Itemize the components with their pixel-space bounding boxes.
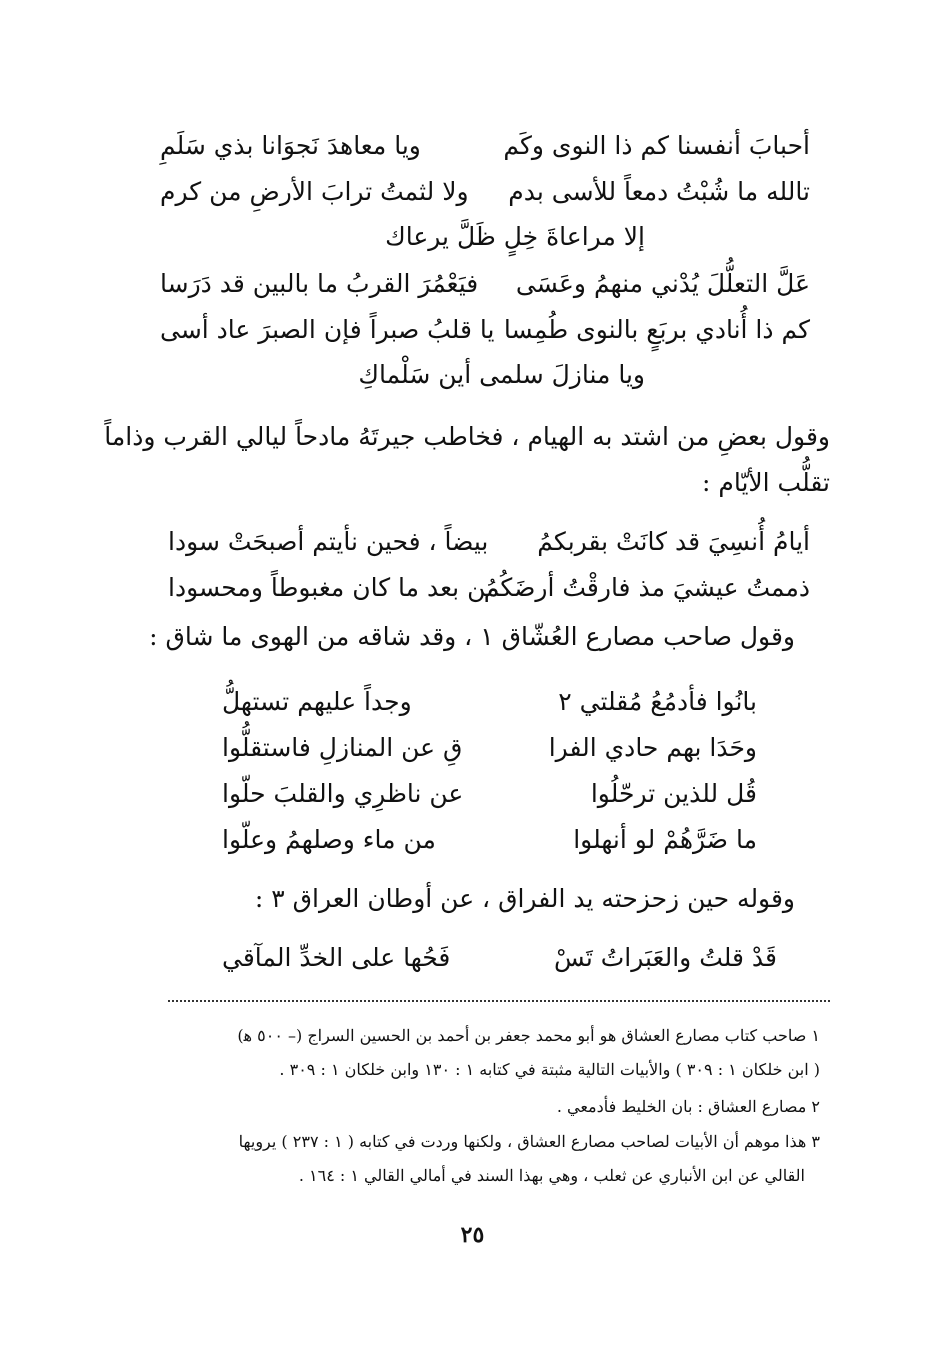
verse-center-line: إلا مراعاةَ خِلٍ ظَلَّ يرعاك [385,222,645,251]
hemistich-right: قَدْ قلتُ والعَبَراتُ تَسْ [553,943,777,972]
page-number: ٢٥ [460,1222,485,1248]
verse [168,522,810,562]
hemistich-left: قِ عن المنازلِ فاستقلُّوا [222,733,463,762]
hemistich-left: فيَعْمُرَ القربُ ما بالبين قد دَرَسا [160,269,479,298]
verse [222,728,757,768]
footnote-divider [168,1000,830,1002]
hemistich-right: تالله ما شُبْتُ دمعاً للأسى بدم [508,177,810,206]
verse [160,172,810,212]
hemistich-left: فَحُها على الخدِّ المآقي [222,943,451,972]
hemistich-left: من ماء وصلهمُ وعلّوا [222,825,436,854]
hemistich-left: عن ناظرِي والقلبَ حلّوا [222,779,464,808]
hemistich-right: ما ضَرَّهُمْ لو أنهلوا [573,825,757,854]
hemistich-right: كم ذا أُنادي بربَعٍ بالنوى طُمِسا [503,315,810,344]
verse-center-line: ويا منازلَ سلمى أين سَلْماكِ [358,360,645,389]
prose-line: وقول بعضِ من اشتد به الهيام ، فخاطب جيرتَهُ مادحاً ليالي القرب وذاماً [104,422,830,451]
footnote-line: ٢ مصارع العشاق : بان الخليط فأدمعي . [556,1097,820,1116]
footnote-line: ١ صاحب كتاب مصارع العشاق هو أبو محمد جعفر بن أحمد بن الحسين السراج (– ٥٠٠ ﻫ) [237,1026,820,1045]
hemistich-right: وحَدَا بهم حادي الفرا [548,733,757,762]
footnote-line: القالي عن ابن الأنباري عن ثعلب ، وهي بهذا السند في أمالي القالي ١ : ١٦٤ . [298,1166,805,1185]
prose-line: وقوله حين زحزحته يد الفراق ، عن أوطان العراق ٣ : [254,884,795,913]
hemistich-right: ذممتُ عيشيَ مذ فارقْتُ أرضَكُمُ [483,573,810,602]
verse [160,126,810,166]
hemistich-right: عَلَّ التعلُّلَ يُدْني منهمُ وعَسَى [515,269,810,298]
prose-line: وقول صاحب مصارع العُشّاق ١ ، وقد شاقه من الهوى ما شاق : [149,622,795,651]
prose-line: تقلُّب الأيّام : [701,468,830,497]
verse [160,310,810,350]
verse [222,820,757,860]
hemistich-left: ويا معاهدَ نَجوَانا بذي سَلَمِ [160,131,421,160]
hemistich-left: من بعد ما كان مغبوطاً ومحسودا [168,573,500,602]
hemistich-right: أحبابَ أنفسنا كم ذا النوى وكَم [503,131,810,160]
hemistich-right: قُل للذين ترحّلُوا [590,779,757,808]
hemistich-left: بيضاً ، فحين نأيتم أصبحَتْ سودا [168,527,489,556]
verse [222,682,757,722]
hemistich-right: بانُوا فأدمُعُ مُقلتي ٢ [558,687,757,716]
hemistich-left: يا قلبُ صبراً فإن الصبرَ عاد أسى [160,315,495,344]
footnote-line: ٣ هذا موهم أن الأبيات لصاحب مصارع العشاق ، ولكنها وردت في كتابه ( ١ : ٢٣٧ ) يرويها [238,1132,820,1151]
verse [222,774,757,814]
verse [160,264,810,304]
hemistich-left: وجداً عليهم تستهلُّ [222,687,412,716]
hemistich-right: أيامُ أُنسِيَ قد كانَتْ بقربكمُ [537,527,810,556]
verse [222,938,777,978]
hemistich-left: ولا لثمتُ ترابَ الأرضِ من كرم [160,177,469,206]
footnote-line: ( ابن خلكان ١ : ٣٠٩ ) والأبيات التالية مثبتة في كتابه ١ : ١٣٠ وابن خلكان ١ : ٣٠٩ . [279,1060,820,1079]
verse [168,568,810,608]
